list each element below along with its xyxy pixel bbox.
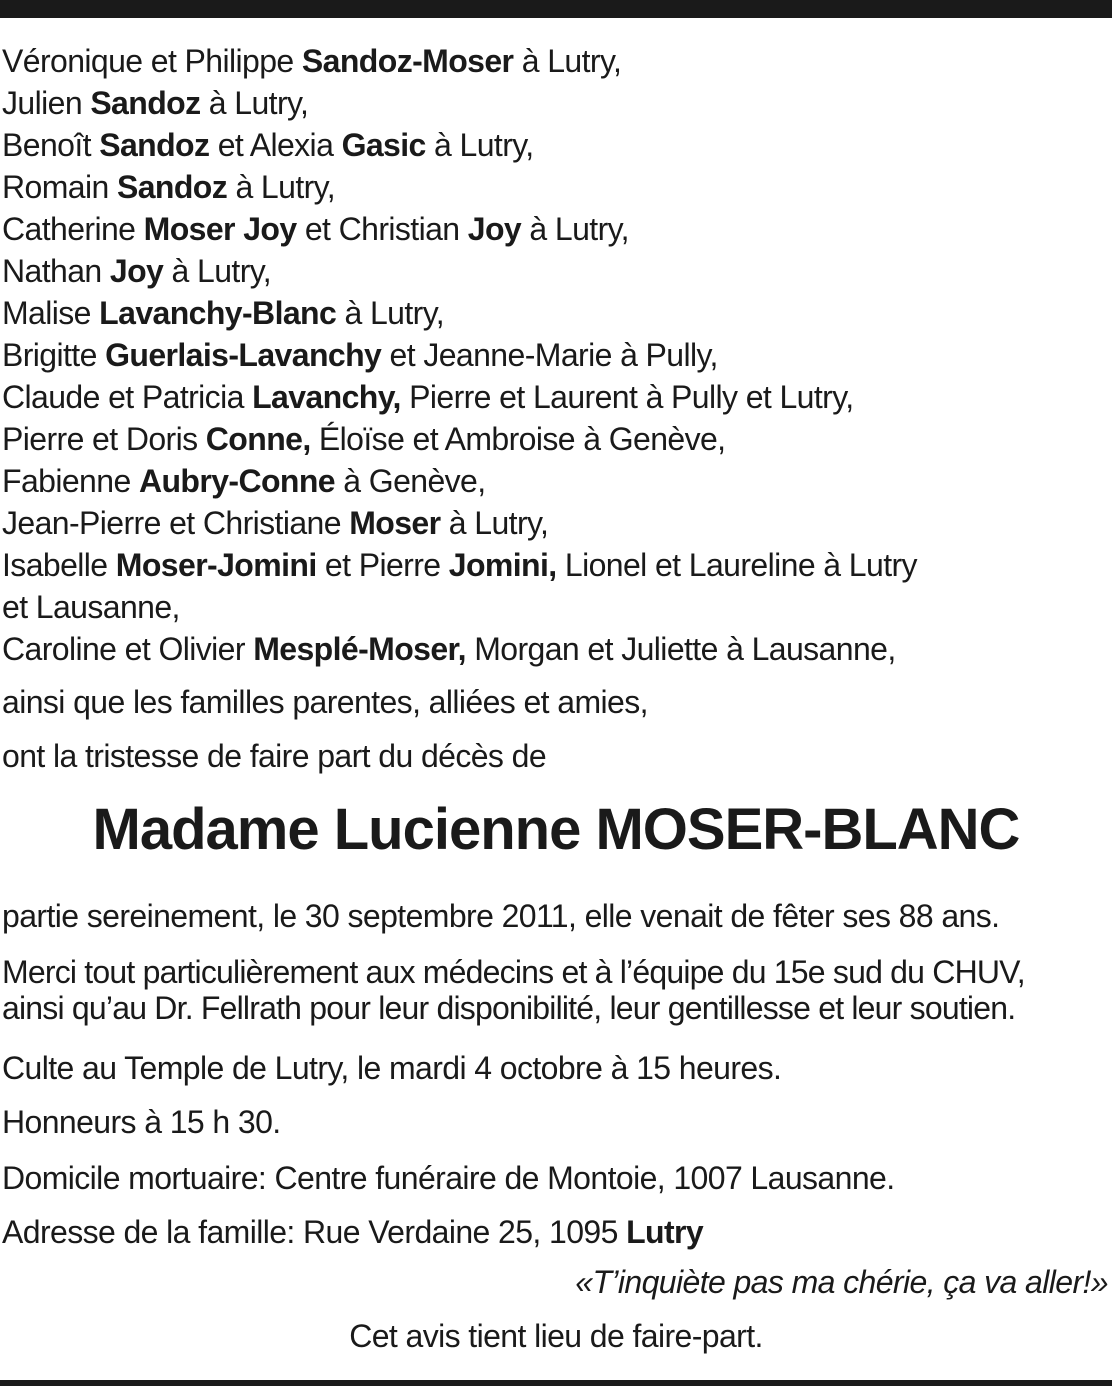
family-line (2, 124, 1110, 166)
family-text: Véronique et Philippe (2, 43, 302, 79)
family-surname: Joy (109, 253, 164, 289)
family-text: et Alexia (209, 127, 342, 163)
family-surname: Lavanchy-Blanc (99, 295, 337, 331)
family-line (2, 166, 1110, 208)
family-list (2, 40, 1110, 670)
family-surname: Joy (467, 211, 522, 247)
family-text: Morgan et Juliette à Lausanne, (465, 631, 896, 667)
family-line (2, 40, 1110, 82)
address-city: Lutry (626, 1214, 704, 1250)
service-line: Culte au Temple de Lutry, le mardi 4 octobre à 15 heures. (2, 1050, 782, 1086)
family-text: à Lutry, (440, 505, 549, 541)
family-text: Lionel et Laureline à Lutry (556, 547, 917, 583)
family-text: Nathan (2, 253, 110, 289)
family-line (2, 418, 1110, 460)
family-text: Caroline et Olivier (2, 631, 254, 667)
family-surname: Sandoz (90, 85, 201, 121)
family-text: Fabienne (2, 463, 139, 499)
family-text: Catherine (2, 211, 144, 247)
family-surname: Mesplé-Moser, (253, 631, 466, 667)
bottom-rule (0, 1380, 1112, 1386)
family-text: Julien (2, 85, 91, 121)
family-text: Pierre et Laurent à Pully et Lutry, (400, 379, 854, 415)
family-text: Isabelle (2, 547, 116, 583)
family-surname: Moser Joy (143, 211, 297, 247)
family-line (2, 82, 1110, 124)
family-text: à Lutry, (521, 211, 629, 247)
family-line (2, 502, 1110, 544)
top-rule (0, 0, 1112, 18)
departure-line: partie sereinement, le 30 septembre 2011, elle venait de fêter ses 88 ans. (2, 898, 1000, 934)
family-line (2, 292, 1110, 334)
family-text: à Lutry, (163, 253, 272, 289)
family-line (2, 334, 1110, 376)
family-line (2, 208, 1110, 250)
closing-note: Cet avis tient lieu de faire-part. (349, 1318, 763, 1354)
family-text: Benoît (2, 127, 100, 163)
family-line (2, 376, 1110, 418)
thanks-line-1: Merci tout particulièrement aux médecins et à l’équipe du 15e sud du CHUV, (2, 954, 1025, 990)
family-surname: Sandoz-Moser (301, 43, 514, 79)
family-surname: Guerlais-Lavanchy (105, 337, 382, 373)
family-text: à Genève, (335, 463, 486, 499)
family-text: Malise (2, 295, 100, 331)
family-text: Romain (2, 169, 117, 205)
family-text: à Lutry, (513, 43, 622, 79)
family-surname: Conne, (205, 421, 311, 457)
family-text: Brigitte (2, 337, 106, 373)
deceased-name: Madame Lucienne MOSER-BLANC (92, 797, 1020, 862)
family-text: à Lutry, (227, 169, 335, 205)
family-text: et Lausanne, (2, 589, 180, 625)
family-text: à Lutry, (200, 85, 309, 121)
family-surname: Moser (349, 505, 441, 541)
family-text: et Jeanne-Marie à Pully, (381, 337, 718, 373)
family-text: Pierre et Doris (2, 421, 206, 457)
honours-line: Honneurs à 15 h 30. (2, 1104, 281, 1140)
thanks-line-2: ainsi qu’au Dr. Fellrath pour leur disponibilité, leur gentillesse et leur soutien. (2, 990, 1016, 1026)
family-surname: Gasic (341, 127, 426, 163)
domicile-line: Domicile mortuaire: Centre funéraire de Montoie, 1007 Lausanne. (2, 1160, 895, 1196)
families-line: ainsi que les familles parentes, alliées et amies, (2, 684, 648, 720)
thanks-paragraph (2, 954, 1110, 1026)
announce-line: ont la tristesse de faire part du décès de (2, 738, 547, 774)
family-text: à Lutry, (425, 127, 534, 163)
family-surname: Moser-Jomini (115, 547, 317, 583)
family-text: Claude et Patricia (2, 379, 253, 415)
family-text: à Lutry, (336, 295, 445, 331)
address-line (2, 1214, 1110, 1251)
quote: «T’inquiète pas ma chérie, ça va aller!» (575, 1264, 1108, 1300)
family-text: et Pierre (316, 547, 449, 583)
family-text: Éloïse et Ambroise à Genève, (310, 421, 726, 457)
family-surname: Lavanchy, (252, 379, 401, 415)
family-surname: Sandoz (99, 127, 210, 163)
family-line (2, 544, 1110, 586)
family-surname: Jomini, (448, 547, 557, 583)
family-text: et Christian (296, 211, 468, 247)
family-line (2, 586, 1110, 628)
family-surname: Sandoz (116, 169, 228, 205)
family-text: Jean-Pierre et Christiane (2, 505, 350, 541)
family-line (2, 460, 1110, 502)
address-prefix: Adresse de la famille: Rue Verdaine 25, 1095 (2, 1214, 627, 1250)
family-line (2, 628, 1110, 670)
family-line (2, 250, 1110, 292)
family-surname: Aubry-Conne (138, 463, 335, 499)
